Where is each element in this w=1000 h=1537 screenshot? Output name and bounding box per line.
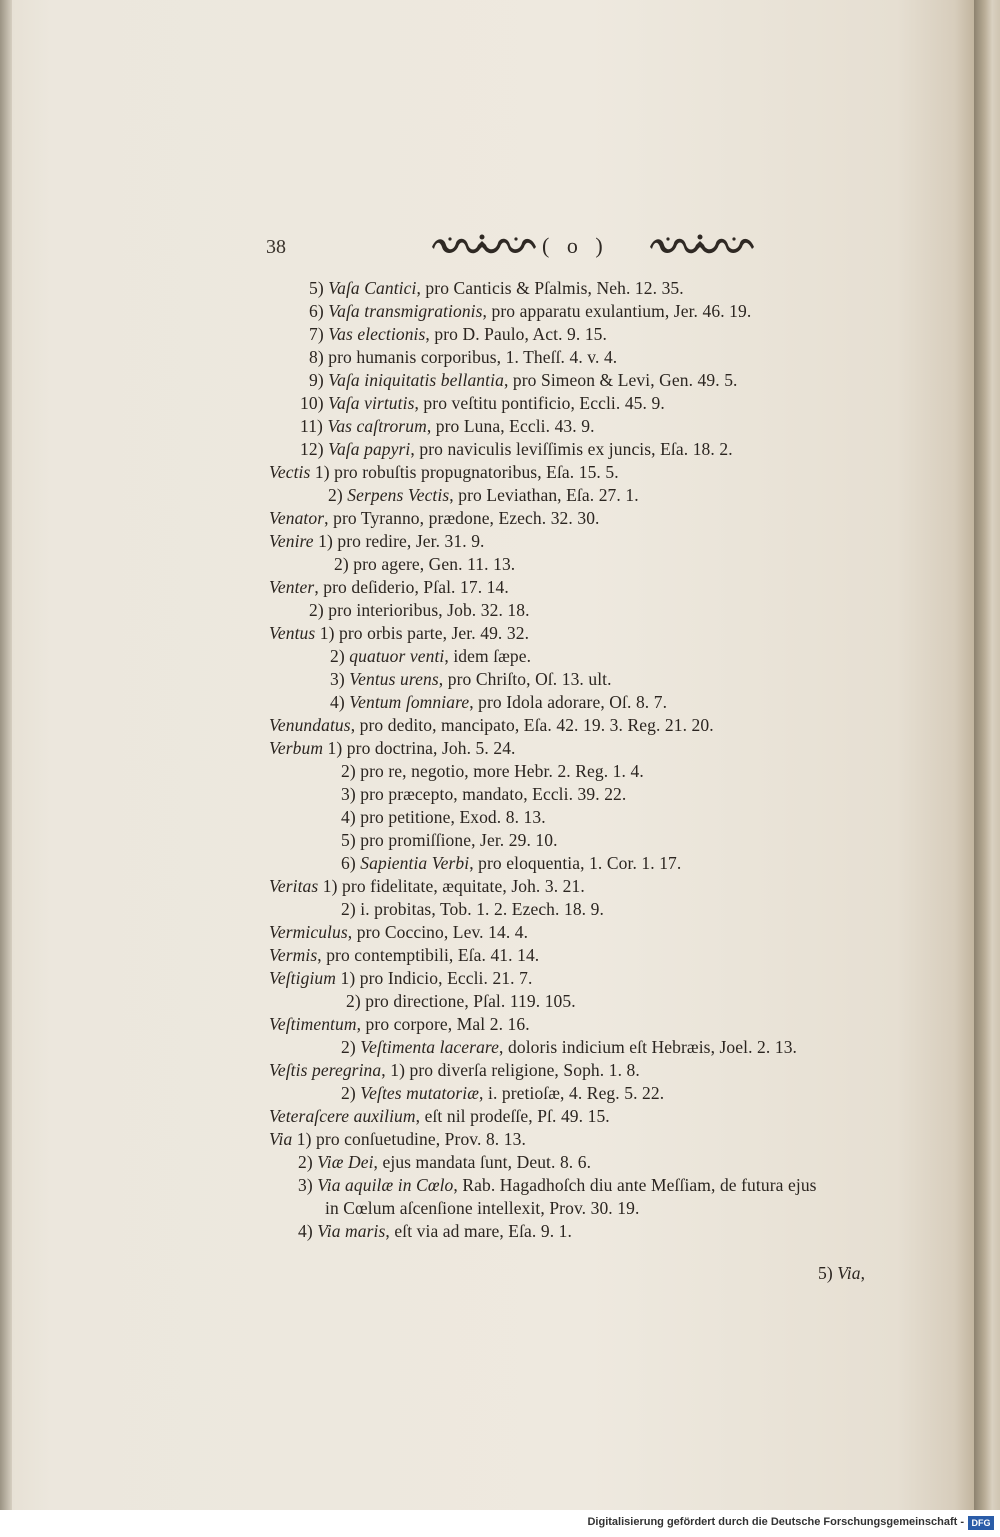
entry-text: , pro corpore, Mal 2. 16.: [356, 1014, 530, 1034]
entry-term: Venter: [269, 577, 315, 597]
footer-bar: [0, 1510, 1000, 1537]
entry-line: [298, 1220, 572, 1242]
entry-text: , pro veſtitu pontificio, Eccli. 45. 9.: [414, 393, 665, 413]
header-center-mark: ( o ): [542, 233, 609, 258]
entry-line: [341, 760, 644, 782]
entry-text: 2) i. probitas, Tob. 1. 2. Ezech. 18. 9.: [341, 899, 604, 919]
entry-line: [309, 300, 751, 322]
entry-term: Ventus: [269, 623, 316, 643]
entry-term: Sapientia Verbi: [360, 853, 470, 873]
entry-text: 1) pro redire, Jer. 31. 9.: [313, 531, 485, 551]
entry-line: [328, 484, 639, 506]
entry-text: 3): [330, 669, 350, 689]
entry-line: [269, 967, 532, 989]
entry-line: [298, 1174, 817, 1196]
page-number: 38: [266, 236, 286, 258]
entry-term: Veſtimentum: [269, 1014, 357, 1034]
entry-text: 7): [309, 324, 329, 344]
entry-term: Serpens Vectis: [347, 485, 450, 505]
entry-term: Venundatus: [269, 715, 351, 735]
footer-credit: Digitalisierung gefördert durch die Deutsche Forschungsgemeinschaft -: [587, 1516, 964, 1528]
entry-text: 4): [330, 692, 350, 712]
entry-term: Vaſa iniquitatis bellantia: [328, 370, 504, 390]
entry-text: , pro contemptibili, Eſa. 41. 14.: [317, 945, 540, 965]
entry-text: 9): [309, 370, 329, 390]
entry-text: , pro Leviathan, Eſa. 27. 1.: [449, 485, 639, 505]
entry-text: , 1) pro diverſa religione, Soph. 1. 8.: [381, 1060, 640, 1080]
entry-text: , doloris indicium eſt Hebræis, Joel. 2. 13.: [499, 1037, 798, 1057]
entry-text: 1) pro doctrina, Joh. 5. 24.: [323, 738, 516, 758]
entry-text: , idem ſæpe.: [444, 646, 532, 666]
entry-text: 4) pro petitione, Exod. 8. 13.: [341, 807, 546, 827]
entry-text: , pro Canticis & Pſalmis, Neh. 12. 35.: [416, 278, 684, 298]
ornament-left-icon: [430, 233, 540, 257]
entry-line: [334, 553, 515, 575]
entry-term: Viæ Dei: [317, 1152, 374, 1172]
entry-term: Veſtigium: [269, 968, 337, 988]
entry-term: Via aquilæ in Cœlo: [317, 1175, 454, 1195]
entry-text: 2): [298, 1152, 318, 1172]
entry-line: [269, 875, 585, 897]
entry-text: , pro apparatu exulantium, Jer. 46. 19.: [482, 301, 752, 321]
entry-line: [269, 944, 539, 966]
entry-term: Venator: [269, 508, 325, 528]
entry-line: [346, 990, 576, 1012]
entry-line: [341, 852, 681, 874]
entry-line: [325, 1197, 639, 1219]
entry-term: Veſtimenta lacerare: [360, 1037, 500, 1057]
entry-text: , pro dedito, mancipato, Eſa. 42. 19. 3. Reg. 21. 20.: [350, 715, 714, 735]
entry-line: [300, 415, 595, 437]
entry-line: [309, 346, 617, 368]
entry-text: 12): [300, 439, 329, 459]
entry-term: Via maris: [317, 1221, 386, 1241]
entry-line: [269, 714, 714, 736]
entry-text: , pro deſiderio, Pſal. 17. 14.: [314, 577, 509, 597]
entry-text: , pro Idola adorare, Oſ. 8. 7.: [469, 692, 668, 712]
entry-text: , ejus mandata ſunt, Deut. 8. 6.: [373, 1152, 592, 1172]
entry-line: [341, 783, 626, 805]
entry-term: Vas electionis: [328, 324, 426, 344]
page-left-edge: [0, 0, 12, 1510]
entry-text: 1) pro orbis parte, Jer. 49. 32.: [315, 623, 530, 643]
entry-line: [341, 898, 604, 920]
entry-line: [309, 323, 607, 345]
entry-text: 6): [309, 301, 329, 321]
entry-term: Veritas: [269, 876, 319, 896]
entry-text: 10): [300, 393, 329, 413]
entry-text: , pro D. Paulo, Act. 9. 15.: [425, 324, 608, 344]
entry-text: , pro naviculis leviſſimis ex juncis, Eſa. 18. 2.: [410, 439, 733, 459]
entry-text: , pro Simeon & Levi, Gen. 49. 5.: [503, 370, 738, 390]
entry-text: 1) pro Indicio, Eccli. 21. 7.: [336, 968, 533, 988]
entry-text: 2) pro re, negotio, more Hebr. 2. Reg. 1. 4.: [341, 761, 644, 781]
entry-text: , i. pretioſæ, 4. Reg. 5. 22.: [479, 1083, 665, 1103]
entry-text: 2): [341, 1037, 361, 1057]
entry-line: [309, 369, 738, 391]
entry-text: 1) pro robuſtis propugnatoribus, Eſa. 15. 5.: [310, 462, 619, 482]
entry-term: Vectis: [269, 462, 311, 482]
entry-line: [341, 1082, 664, 1104]
entry-text: , pro eloquentia, 1. Cor. 1. 17.: [469, 853, 682, 873]
ornament-right-icon: [648, 233, 758, 257]
entry-line: [269, 461, 619, 483]
entry-term: Veteraſcere auxilium: [269, 1106, 416, 1126]
entry-text: 5): [309, 278, 329, 298]
entry-line: [330, 668, 612, 690]
entry-text: 1) pro fidelitate, æquitate, Joh. 3. 21.: [318, 876, 585, 896]
entry-line: [269, 1013, 530, 1035]
entry-term: Veſtes mutatoriæ: [360, 1083, 480, 1103]
entry-term: quatuor venti: [349, 646, 445, 666]
entry-text: 5) pro promiſſione, Jer. 29. 10.: [341, 830, 558, 850]
entry-line: [818, 1262, 865, 1284]
entry-text: , Rab. Hagadhoſch diu ante Meſſiam, de futura ejus: [453, 1175, 817, 1195]
entry-line: [269, 737, 516, 759]
entry-line: [341, 1036, 797, 1058]
entry-text: 2): [330, 646, 350, 666]
entry-line: [269, 1105, 610, 1127]
entry-text: 2): [328, 485, 348, 505]
entry-term: Vermis: [269, 945, 318, 965]
entry-term: Via: [837, 1263, 861, 1283]
entry-text: 2): [341, 1083, 361, 1103]
entry-text: , pro Luna, Eccli. 43. 9.: [426, 416, 595, 436]
entry-term: Vaſa Cantici: [328, 278, 417, 298]
entry-term: Vermiculus: [269, 922, 348, 942]
page-right-edge: [974, 0, 1000, 1510]
entry-text: 2) pro interioribus, Job. 32. 18.: [309, 600, 530, 620]
entry-term: Vaſa virtutis: [328, 393, 415, 413]
entry-line: [341, 829, 558, 851]
entry-term: Veſtis peregrina: [269, 1060, 382, 1080]
entry-term: Venire: [269, 531, 314, 551]
entry-term: Ventum ſomniare: [349, 692, 470, 712]
entry-term: Vaſa transmigrationis: [328, 301, 483, 321]
entry-text: 2) pro agere, Gen. 11. 13.: [334, 554, 516, 574]
entry-text: , pro Tyranno, prædone, Ezech. 32. 30.: [324, 508, 600, 528]
entry-text: 3) pro præcepto, mandato, Eccli. 39. 22.: [341, 784, 627, 804]
entry-line: [309, 599, 530, 621]
entry-text: ,: [860, 1263, 866, 1283]
entry-term: Via: [269, 1129, 293, 1149]
entry-line: [298, 1151, 591, 1173]
entry-text: 5): [818, 1263, 838, 1283]
entry-text: 2) pro directione, Pſal. 119. 105.: [346, 991, 576, 1011]
entry-text: 6): [341, 853, 361, 873]
entry-line: [330, 645, 531, 667]
entry-text: in Cœlum aſcenſione intellexit, Prov. 30. 19.: [325, 1198, 640, 1218]
entry-line: [269, 622, 529, 644]
entry-line: [269, 576, 509, 598]
entry-line: [269, 507, 600, 529]
entry-line: [269, 1059, 640, 1081]
entry-text: 11): [300, 416, 328, 436]
entry-text: 1) pro conſuetudine, Prov. 8. 13.: [292, 1129, 526, 1149]
entry-line: [309, 277, 684, 299]
entry-line: [300, 392, 665, 414]
entry-text: , pro Coccino, Lev. 14. 4.: [347, 922, 529, 942]
entry-text: 4): [298, 1221, 318, 1241]
entry-line: [269, 921, 528, 943]
entry-line: [269, 530, 485, 552]
entry-text: 3): [298, 1175, 318, 1195]
entry-text: , pro Chriſto, Oſ. 13. ult.: [438, 669, 612, 689]
entry-term: Verbum: [269, 738, 324, 758]
entry-term: Vas caſtrorum: [327, 416, 427, 436]
entry-text: , eſt via ad mare, Eſa. 9. 1.: [385, 1221, 573, 1241]
entry-line: [341, 806, 546, 828]
entry-term: Ventus urens: [349, 669, 439, 689]
entry-line: [300, 438, 733, 460]
entry-text: 8) pro humanis corporibus, 1. Theſſ. 4. v. 4.: [309, 347, 618, 367]
entry-term: Vaſa papyri: [328, 439, 411, 459]
entry-text: , eſt nil prodeſſe, Pſ. 49. 15.: [415, 1106, 610, 1126]
entry-line: [269, 1128, 526, 1150]
dfg-logo-icon: DFG: [968, 1516, 994, 1530]
entry-line: [330, 691, 667, 713]
